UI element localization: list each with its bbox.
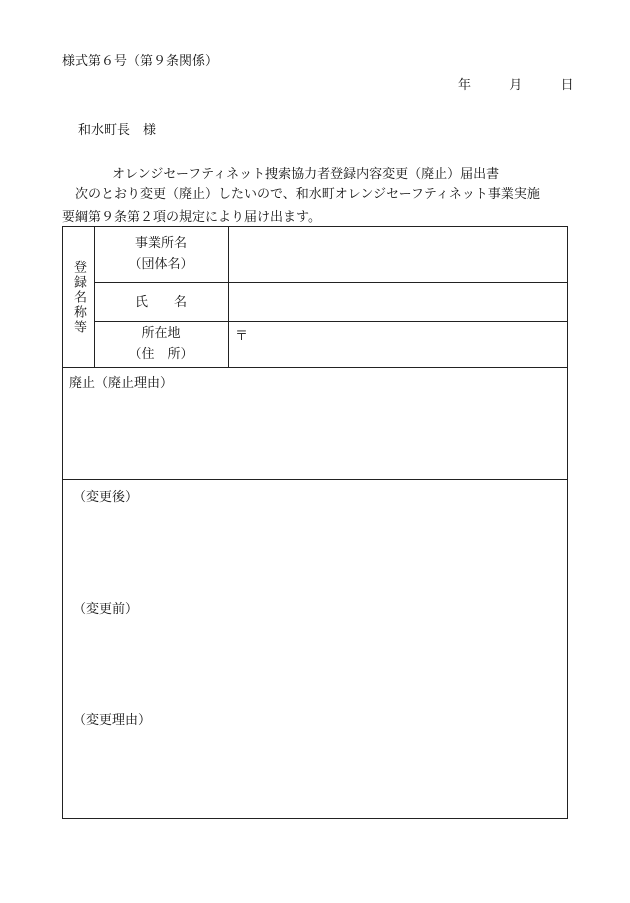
abolish-section[interactable]	[63, 368, 567, 479]
form-title: オレンジセーフティネット捜索協力者登録内容変更（廃止）届出書	[112, 167, 500, 182]
office-name-field[interactable]	[229, 227, 567, 282]
registration-group-label: 登録名称等	[71, 259, 86, 335]
date-month: 月	[509, 78, 523, 93]
abolish-label: 廃止（廃止理由）	[69, 376, 174, 391]
date-line	[458, 74, 574, 93]
form-number: 様式第６号（第９条関係）	[62, 54, 219, 69]
location-field[interactable]	[229, 322, 567, 367]
postal-mark: 〒	[235, 329, 249, 344]
addressee: 和水町長 様	[78, 123, 157, 138]
location-label: 所在地 （住 所）	[128, 326, 194, 362]
body-line-2: 要綱第９条第２項の規定により届け出ます。	[62, 210, 321, 225]
office-name-label: 事業所名 （団体名）	[128, 236, 194, 272]
change-before-label: （変更前）	[73, 602, 139, 617]
name-label: 氏 名	[134, 295, 187, 310]
change-reason-label: （変更理由）	[73, 713, 152, 728]
change-after-label: （変更後）	[73, 490, 139, 505]
body-text	[62, 183, 572, 229]
date-year: 年	[458, 78, 472, 93]
date-day: 日	[560, 78, 574, 93]
change-section[interactable]	[63, 480, 567, 818]
body-line-1: 次のとおり変更（廃止）したいので、和水町オレンジセーフティネット事業実施	[75, 187, 540, 202]
name-field[interactable]	[229, 283, 567, 321]
form-table	[62, 226, 568, 819]
